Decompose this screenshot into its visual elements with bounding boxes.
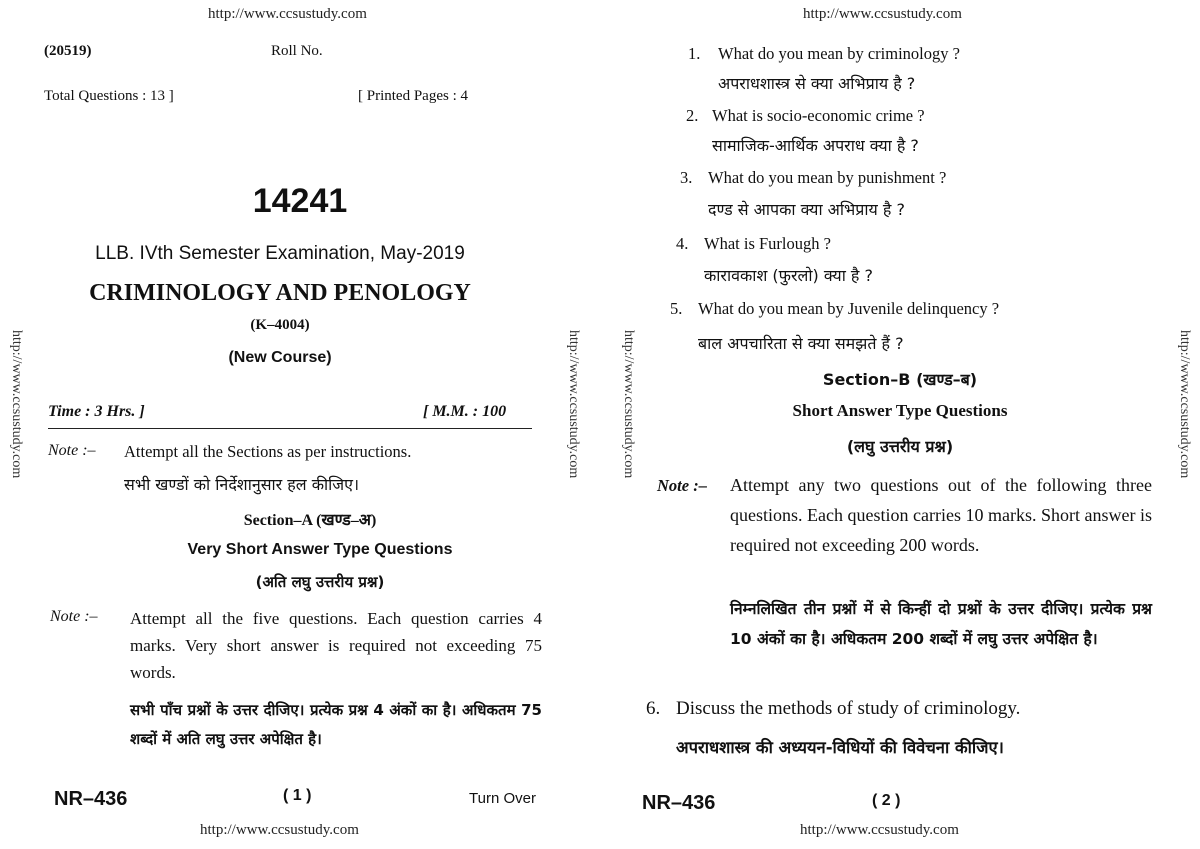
section-a-heading: Section–A (खण्ड–अ) bbox=[243, 512, 377, 529]
page-number: ( 1 ) bbox=[283, 787, 312, 804]
footer-url: http://www.ccsustudy.com bbox=[800, 822, 959, 838]
note-instruction-hi: सभी खण्डों को निर्देशानुसार हल कीजिए। bbox=[124, 475, 360, 494]
side-watermark-right: http://www.ccsustudy.com bbox=[1177, 330, 1192, 479]
question-text-en: What do you mean by Juvenile delinquency ? bbox=[698, 299, 1000, 318]
question-text-en: What do you mean by criminology ? bbox=[718, 44, 960, 63]
exam-time: Time : 3 Hrs. ] bbox=[48, 403, 145, 420]
question-number: 1. bbox=[688, 44, 701, 63]
section-a-type: Very Short Answer Type Questions bbox=[187, 541, 453, 558]
exam-code: 14241 bbox=[252, 182, 348, 220]
question-number: 2. bbox=[686, 106, 699, 125]
question-text-hi: दण्ड से आपका क्या अभिप्राय है ? bbox=[708, 200, 905, 219]
turn-over: Turn Over bbox=[469, 790, 536, 807]
header-url: http://www.ccsustudy.com bbox=[803, 6, 962, 22]
footer-code: NR–436 bbox=[54, 788, 128, 810]
question-text-hi: बाल अपचारिता से क्या समझते हैं ? bbox=[698, 334, 904, 353]
footer-url: http://www.ccsustudy.com bbox=[200, 822, 359, 838]
question-number: 3. bbox=[680, 168, 693, 187]
exam-title: LLB. IVth Semester Examination, May-2019 bbox=[95, 243, 465, 264]
question-6-text-hi: अपराधशास्त्र की अध्ययन-विधियों की विवेचना कीजिए। bbox=[676, 738, 1004, 757]
footer-code: NR–436 bbox=[642, 792, 716, 814]
page-number: ( 2 ) bbox=[872, 792, 901, 809]
question-text-hi: सामाजिक-आर्थिक अपराध क्या है ? bbox=[712, 136, 919, 155]
roll-number-label: Roll No. bbox=[271, 43, 323, 59]
note2-instruction-en: Attempt all the five questions. Each question carries 4 marks. Very short answer is required not exceeding 75 words. bbox=[130, 609, 542, 682]
question-text-en: What is socio-economic crime ? bbox=[712, 106, 925, 125]
course-code: (K–4004) bbox=[250, 317, 310, 333]
question-number: 5. bbox=[670, 299, 683, 318]
question-number: 6. bbox=[646, 698, 661, 719]
question-text-en: What do you mean by punishment ? bbox=[708, 168, 947, 187]
note-label: Note :– bbox=[48, 442, 96, 459]
header-url: http://www.ccsustudy.com bbox=[208, 6, 367, 22]
exam-page-2 bbox=[600, 0, 1200, 849]
course-type: (New Course) bbox=[228, 349, 332, 366]
printed-pages: [ Printed Pages : 4 bbox=[358, 88, 468, 104]
note-label: Note :– bbox=[657, 476, 707, 495]
paper-code: (20519) bbox=[44, 43, 92, 59]
question-text-hi: कारावकाश (फुरलो) क्या है ? bbox=[704, 266, 874, 285]
section-b-type-hi: (लघु उत्तरीय प्रश्न) bbox=[846, 437, 954, 456]
header-divider bbox=[48, 428, 532, 429]
side-watermark-right: http://www.ccsustudy.com bbox=[566, 330, 581, 479]
section-a-type-hi: (अति लघु उत्तरीय प्रश्न) bbox=[255, 573, 385, 591]
note-instruction-hi: निम्नलिखित तीन प्रश्नों में से किन्हीं दो प्रश्नों के उत्तर दीजिए। प्रत्येक प्रश्न 10 अंकों का है। अधिकतम 200 शब्दों में लघु उत्तर अपेक्षित है। bbox=[730, 600, 1152, 648]
side-watermark-left: http://www.ccsustudy.com bbox=[621, 330, 636, 479]
question-6-text-en: Discuss the methods of study of criminology. bbox=[676, 698, 1021, 719]
total-questions: Total Questions : 13 ] bbox=[44, 88, 174, 104]
subject-title: CRIMINOLOGY AND PENOLOGY bbox=[89, 280, 471, 306]
question-text-hi: अपराधशास्त्र से क्या अभिप्राय है ? bbox=[718, 74, 916, 93]
question-text-en: What is Furlough ? bbox=[704, 234, 831, 253]
section-b-type: Short Answer Type Questions bbox=[792, 401, 1008, 420]
max-marks: [ M.M. : 100 bbox=[423, 403, 507, 420]
side-watermark-left: http://www.ccsustudy.com bbox=[9, 330, 24, 479]
section-b-heading: Section–B (खण्ड–ब) bbox=[822, 370, 978, 389]
note-instruction-en: Attempt any two questions out of the following three questions. Each question carries 10 marks. Short answer is required not exceeding 200 words. bbox=[730, 475, 1152, 555]
question-number: 4. bbox=[676, 234, 689, 253]
note2-label: Note :– bbox=[50, 608, 98, 625]
note-instruction-en: Attempt all the Sections as per instructions. bbox=[124, 442, 412, 461]
note2-instruction-hi: सभी पाँच प्रश्नों के उत्तर दीजिए। प्रत्येक प्रश्न 4 अंकों का है। अधिकतम 75 शब्दों में अति लघु उत्तर अपेक्षित है। bbox=[130, 701, 542, 748]
